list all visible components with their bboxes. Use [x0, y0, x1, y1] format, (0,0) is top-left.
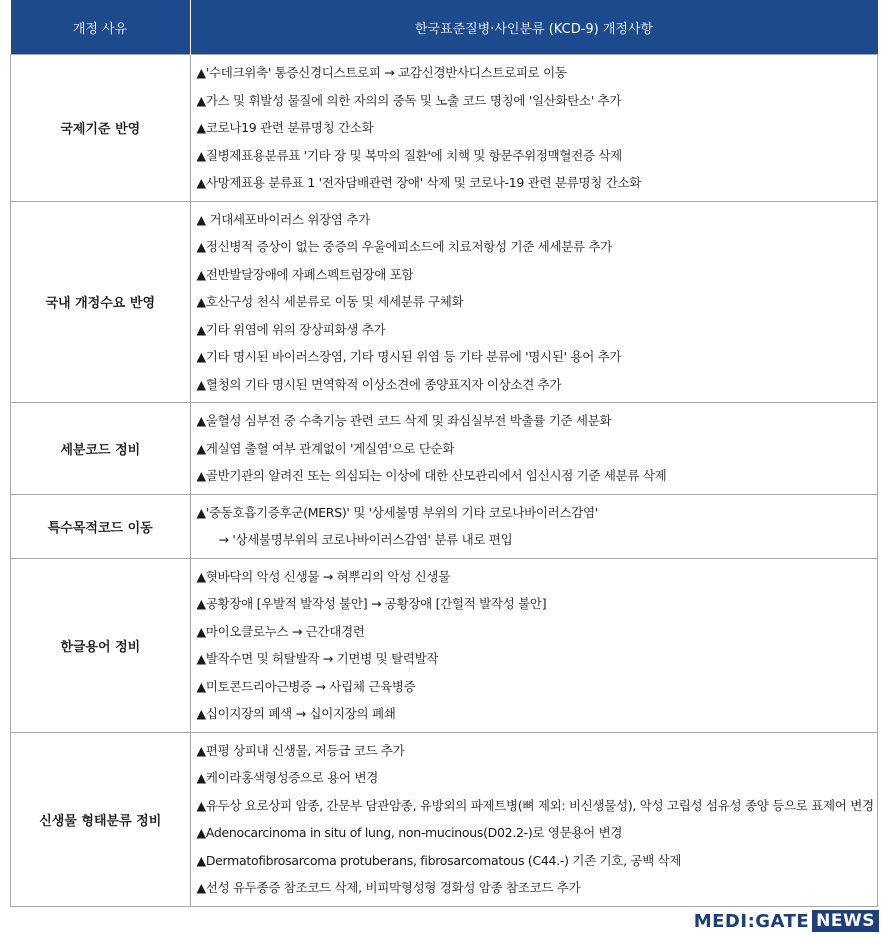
- list-item: ▲마이오클로누스 → 근간대경련: [196, 623, 365, 639]
- row-reason: 특수목적코드 이동: [11, 494, 191, 558]
- header-reason: 개정 사유: [11, 0, 191, 55]
- list-item: ▲전반발달장애에 자폐스펙트럼장애 포함: [196, 266, 414, 282]
- list-item: ▲기타 명시된 바이러스장염, 기타 명시된 위염 등 기타 분류에 '명시된' 용어 추가: [196, 349, 622, 364]
- list-item: ▲십이지장의 폐색 → 십이지장의 폐쇄: [196, 706, 396, 721]
- list-item: ▲기타 위염에 위의 장상피화생 추가: [196, 321, 386, 337]
- list-item: ▲Adenocarcinoma in situ of lung, non-mucinous(D02.2-)로 영문용어 변경: [196, 825, 623, 840]
- list-item: ▲ 거대세포바이러스 위장염 추가: [196, 211, 370, 227]
- logo-badge: NEWS: [812, 910, 879, 932]
- row-items: [190, 558, 878, 732]
- list-item: ▲혈청의 기타 명시된 면역학적 이상소견에 종양표지자 이상소견 추가: [196, 376, 562, 392]
- list-item: ▲Dermatofibrosarcoma protuberans, fibrosarcomatous (C44.-) 기존 기호, 공백 삭제: [196, 852, 682, 868]
- medigate-news-logo: [694, 910, 879, 932]
- list-item: ▲'중동호흡기증후군(MERS)' 및 '상세불명 부위의 기타 코로나바이러스감염': [196, 504, 598, 520]
- list-item: ▲케이라홍색형성증으로 용어 변경: [196, 770, 379, 785]
- row-reason: 국내 개정수요 반영: [11, 201, 191, 403]
- list-item: ▲'수데크위축' 통증신경디스트로피 → 교감신경반사디스트로피로 이동: [196, 65, 567, 80]
- list-item: ▲호산구성 천식 세분류로 이동 및 세세분류 구체화: [196, 294, 464, 309]
- list-item: ▲사망제표용 분류표 1 '전자담배관련 장애' 삭제 및 코로나-19 관련 분류명칭 간소화: [196, 175, 642, 190]
- row-reason: 신생물 형태분류 정비: [11, 732, 191, 906]
- list-item: ▲가스 및 휘발성 물질에 의한 자의의 중독 및 노출 코드 명칭에 '일산화탄소' 추가: [196, 92, 622, 108]
- row-items: [190, 494, 878, 558]
- list-item: ▲게실염 출혈 여부 관계없이 '게실염'으로 단순화: [196, 440, 455, 456]
- row-reason: 국제기준 반영: [11, 55, 191, 202]
- table-header-row: [11, 0, 878, 55]
- table-row: [11, 732, 878, 906]
- table-row: [11, 494, 878, 558]
- list-item: ▲울혈성 심부전 중 수축기능 관련 코드 삭제 및 좌심실부전 박출률 기준 세분화: [196, 413, 612, 428]
- list-item: ▲발작수면 및 허탈발작 → 기면병 및 탈력발작: [196, 651, 439, 666]
- list-item: ▲편평 상피내 신생물, 저등급 코드 추가: [196, 742, 405, 758]
- list-item: ▲공황장애 [우발적 발작성 불안] → 공황장애 [간헐적 발작성 불안]: [196, 596, 547, 611]
- row-items: [190, 55, 878, 202]
- row-items: [190, 732, 878, 906]
- list-item: ▲질병제표용분류표 '기타 장 및 복막의 질환'에 치핵 및 항문주위정맥혈전증 삭제: [196, 147, 622, 163]
- list-item: ▲미토콘드리아근병증 → 사립체 근육병증: [196, 678, 416, 694]
- list-item: ▲코로나19 관련 분류명칭 간소화: [196, 120, 374, 135]
- list-item: ▲선성 유두종증 참조코드 삭제, 비피막형성형 경화성 암종 참조코드 추가: [196, 880, 581, 895]
- list-item: ▲혓바닥의 악성 신생물 → 혀뿌리의 악성 신생물: [196, 568, 450, 584]
- kcd-revision-table: [10, 0, 878, 907]
- table-row: [11, 558, 878, 732]
- row-items: [190, 403, 878, 495]
- table-row: [11, 55, 878, 202]
- list-item: ▲유두상 요로상피 암종, 간문부 담관암종, 유방외의 파제트병(뼈 제외: 비신생물성), 악성 고립성 섬유성 종양 등으로 표제어 변경: [196, 797, 874, 813]
- table-row: [11, 403, 878, 495]
- row-items: [190, 201, 878, 403]
- list-item: → '상세불명부위의 코로나바이러스감염' 분류 내로 편입: [218, 532, 513, 547]
- row-reason: 세분코드 정비: [11, 403, 191, 495]
- logo-brand: MEDI:GATE: [693, 910, 810, 932]
- list-item: ▲골반기관의 알려진 또는 의심되는 이상에 대한 산모관리에서 임신시점 기준 세분류 삭제: [196, 468, 667, 483]
- list-item: ▲정신병적 증상이 없는 중증의 우울에피소드에 치료저항성 기준 세세분류 추가: [196, 239, 613, 254]
- row-reason: 한글용어 정비: [11, 558, 191, 732]
- header-changes: 한국표준질병·사인분류 (KCD-9) 개정사항: [190, 0, 878, 55]
- table-row: [11, 201, 878, 403]
